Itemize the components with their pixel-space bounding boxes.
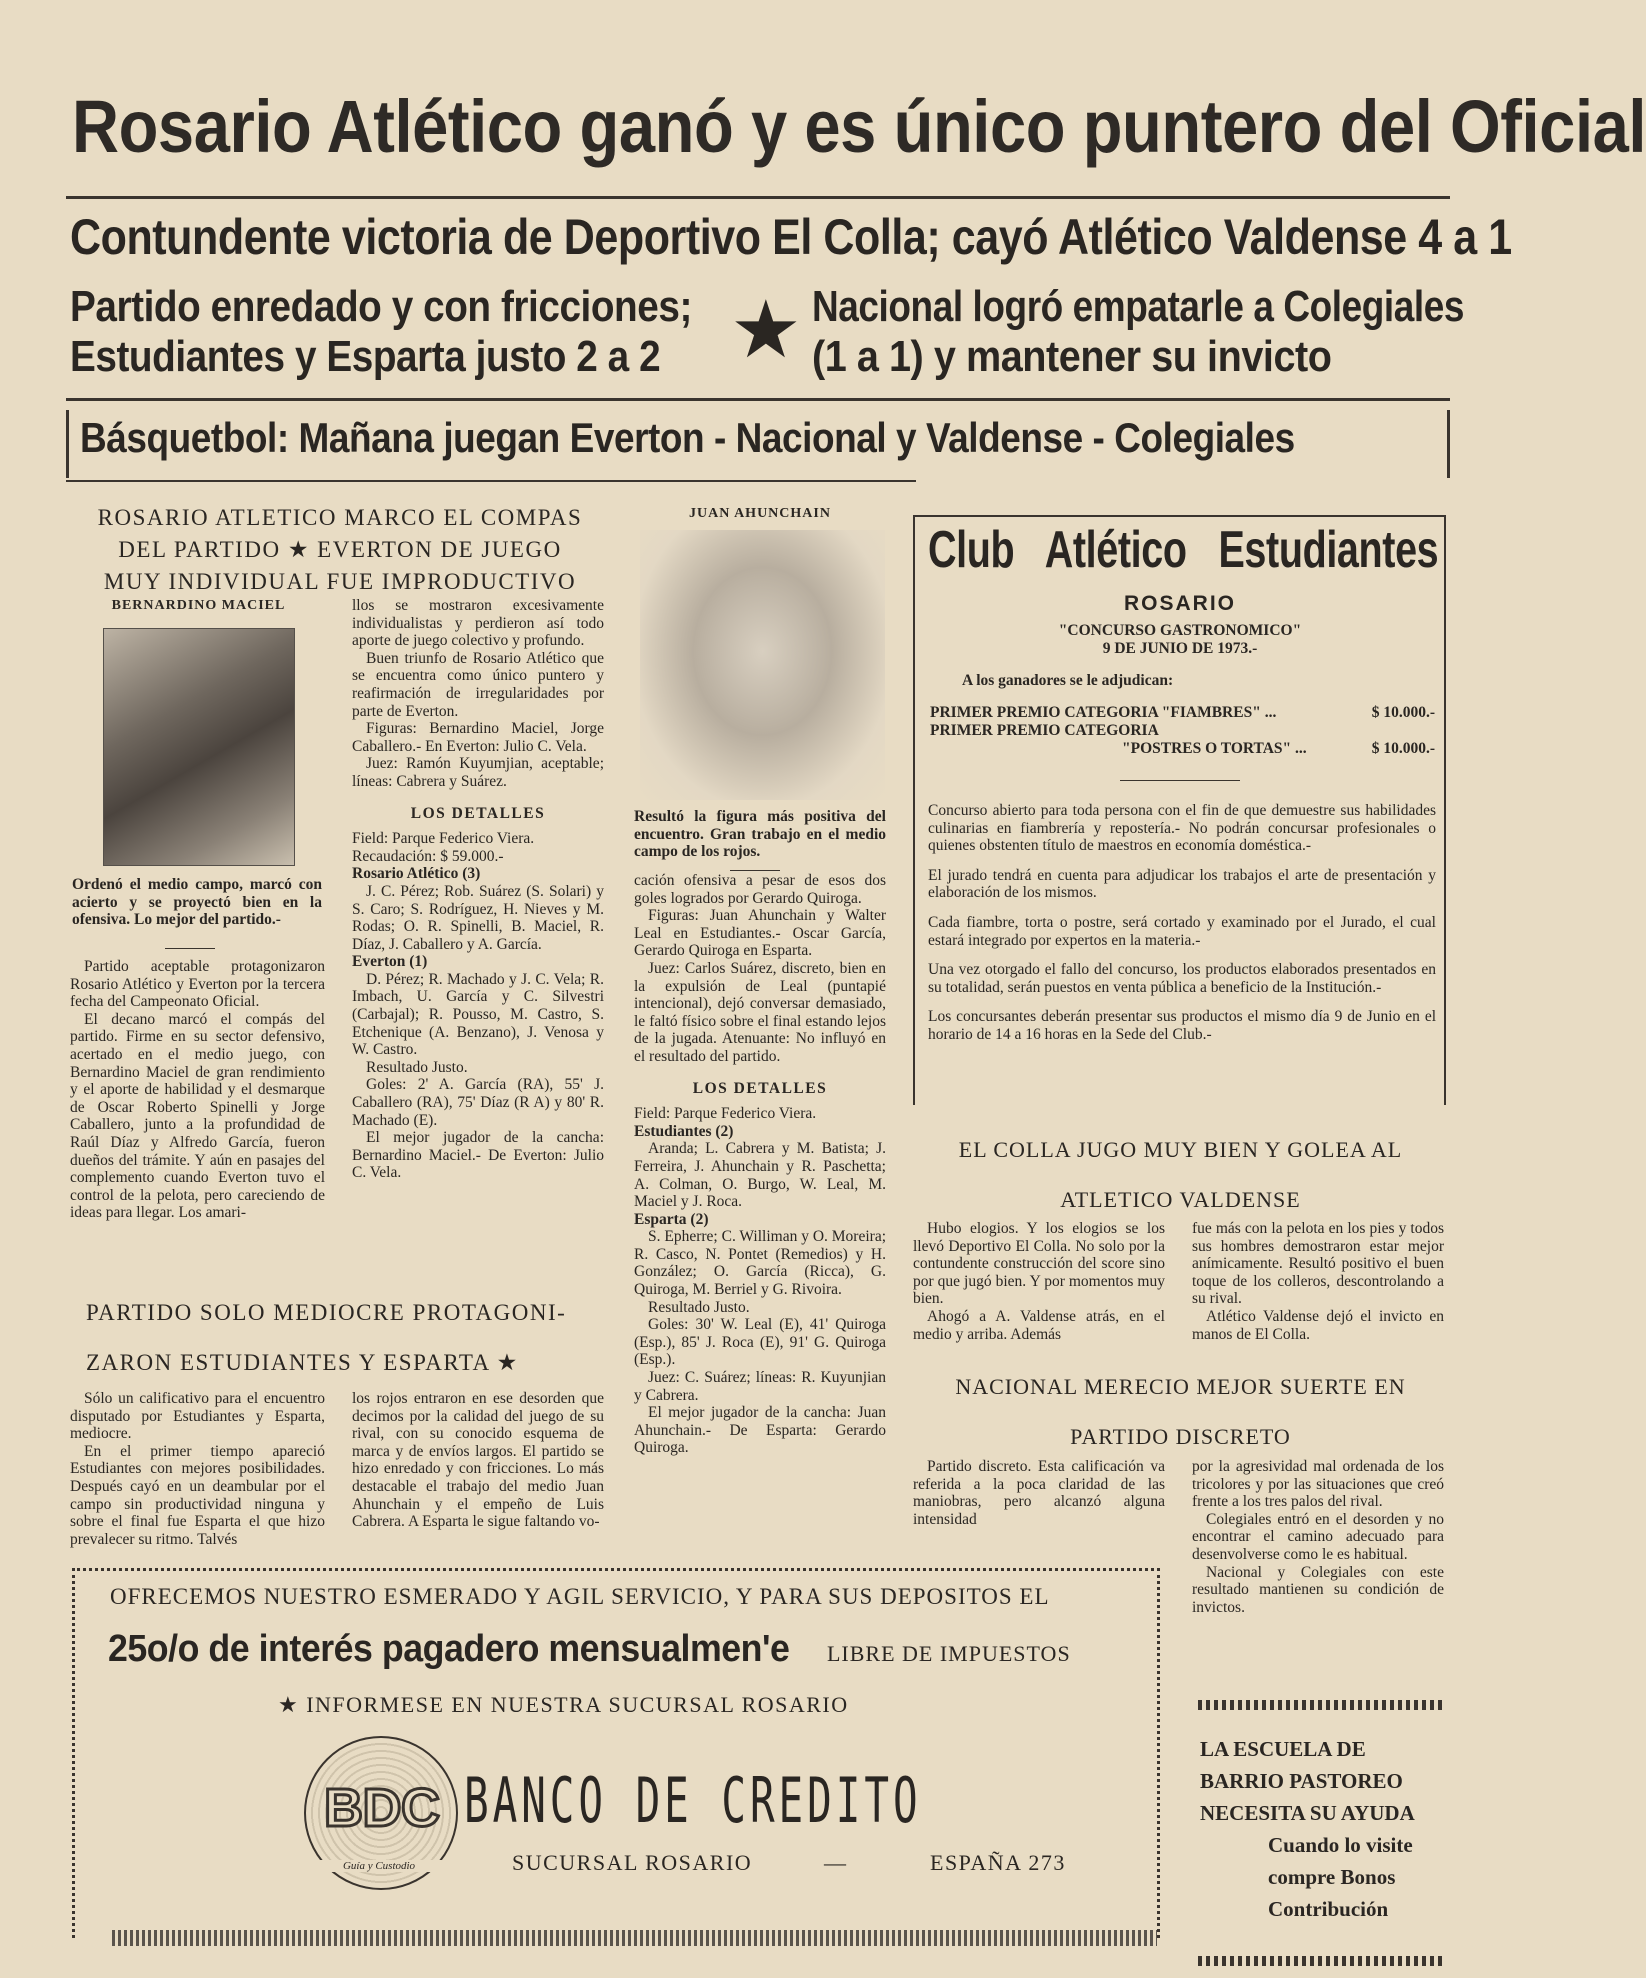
article1-column-1 bbox=[70, 958, 325, 1222]
article4-column-1 bbox=[913, 1220, 1165, 1343]
article3-column-1 bbox=[70, 1390, 325, 1548]
article2-column bbox=[634, 872, 886, 1457]
school-ad-line: NECESITA SU AYUDA bbox=[1200, 1801, 1415, 1825]
article2-paragraph: Figuras: Juan Ahunchain y Walter Leal en Estudiantes.- Oscar García, Gerardo Quiroga en Esparta. bbox=[634, 907, 886, 960]
bank-dash: — bbox=[824, 1850, 847, 1875]
bank-address: ESPAÑA 273 bbox=[930, 1850, 1066, 1875]
article2-paragraph: cación ofensiva a pesar de esos dos goles logrados por Gerardo Quiroga. bbox=[634, 872, 886, 907]
article1-column-2 bbox=[352, 597, 604, 1182]
bank-ad-rate: 25o/o de interés pagadero mensualmen'e bbox=[108, 1628, 790, 1670]
club-paragraph: Una vez otorgado el fallo del concurso, los productos elaborados presentados en su totalidad, serán puestos en venta pública a beneficio de la Institución.- bbox=[928, 961, 1436, 996]
article5-paragraph: Partido discreto. Esta calificación va referida a la poca claridad de las maniobras, pero alcanzó alguna intensidad bbox=[913, 1458, 1165, 1528]
club-title: Club Atlético Estudiantes bbox=[928, 521, 1439, 579]
article1-paragraph: llos se mostraron excesivamente individualistas y perdieron así todo aporte de juego colectivo y profundo. bbox=[352, 597, 604, 650]
school-ad-line: compre Bonos bbox=[1268, 1865, 1396, 1889]
article5-paragraph: por la agresividad mal ordenada de los tricolores y por las situaciones que creó frente a los tres palos del rival. bbox=[1192, 1458, 1444, 1511]
article3-title-line-2: ZARON ESTUDIANTES Y ESPARTA ★ bbox=[86, 1350, 519, 1375]
details-line: Field: Parque Federico Viera. bbox=[634, 1105, 817, 1123]
club-paragraph: Cada fiambre, torta o postre, será cortado y examinado por el Jurado, el cual estará integrado por expertos en la materia.- bbox=[928, 913, 1436, 949]
details-line: Goles: 2' A. García (RA), 55' J. Caballero (RA), 75' Díaz (R A) y 80' R. Machado (E). bbox=[352, 1076, 604, 1129]
prize-1-label: PRIMER PREMIO CATEGORIA "FIAMBRES" ... bbox=[930, 704, 1277, 721]
article4-title-line-2: ATLETICO VALDENSE bbox=[1060, 1187, 1301, 1212]
article3-paragraph: En el primer tiempo apareció Estudiantes con mejores posibilidades. Después cayó en un deambular por el campo sin productividad ninguna y sobre el final fue Esparta el que hizo prevalecer su ritmo. Talvés bbox=[70, 1442, 325, 1548]
school-ad-border-top bbox=[1198, 1700, 1446, 1710]
bank-name: BANCO DE CREDITO bbox=[464, 1764, 922, 1837]
basket-rule-left bbox=[66, 410, 69, 478]
club-paragraph: Los concursantes deberán presentar sus productos el mismo día 9 de Junio en el horario de 14 a 16 horas en la Sede del Club.- bbox=[928, 1008, 1436, 1043]
bank-ad-rate-line bbox=[108, 1628, 1071, 1671]
club-paragraph: Concurso abierto para toda persona con el fin de que demuestre sus habilidades culinarias en fiambrería y repostería.- No podrán concursar profesionales o quienes obstenten título de maestros en economía doméstica.- bbox=[928, 802, 1436, 855]
photo-label-ahunchain: JUAN AHUNCHAIN bbox=[689, 506, 831, 521]
team-name: Esparta (2) bbox=[634, 1210, 709, 1228]
star-icon: ★ bbox=[730, 283, 802, 376]
article3-column-2 bbox=[352, 1390, 604, 1531]
article1-title-line-2: DEL PARTIDO ★ EVERTON DE JUEGO bbox=[118, 537, 562, 562]
article1-paragraph: Partido aceptable protagonizaron Rosario Atlético y Everton por la tercera fecha del Campeonato Oficial. bbox=[70, 958, 325, 1011]
bank-logo-text: BDC bbox=[324, 1778, 440, 1838]
ornament-divider bbox=[1120, 780, 1240, 781]
article4-paragraph: fue más con la pelota en los pies y todos sus hombres demostraron estar mejor anímicamente. Resultó positivo el buen toque de los colleros, descontrolando a su rival. bbox=[1192, 1220, 1444, 1308]
article1-paragraph: El decano marcó el compás del partido. Firme en su sector defensivo, acertado en el medio juego, con Bernardino Maciel de gran rendimiento y el aporte de habilidad y el desmarque de Oscar Roberto Spinelli y Jorge Caballero, junto a la profundidad de Raúl Díaz y Alfredo García, fueron dueños del trámite. Y aún en pasajes del complemento cuando Everton tuvo el control de la pelota, pero careciendo de ideas para llegar. Los amari- bbox=[70, 1010, 325, 1222]
details-line: Goles: 30' W. Leal (E), 41' Quiroga (Esp.), 85' J. Roca (E), 91' G. Quiroga (Esp.). bbox=[634, 1316, 886, 1369]
club-body bbox=[928, 802, 1436, 1044]
club-prize-2 bbox=[930, 722, 1435, 757]
caption-maciel: Ordenó el medio campo, marcó con acierto y se proyectó bien en la ofensiva. Lo mejor del partido.- bbox=[72, 876, 322, 929]
article3-title bbox=[86, 1288, 606, 1388]
article5-paragraph: Colegiales entró en el desorden y no encontrar el camino adecuado para desenvolverse como le es habitual. bbox=[1192, 1510, 1444, 1563]
headline-rule bbox=[66, 196, 1450, 199]
school-ad-line: LA ESCUELA DE bbox=[1200, 1737, 1366, 1761]
details-line: El mejor jugador de la cancha: Bernardino Maciel.- De Everton: Julio C. Vela. bbox=[352, 1129, 604, 1182]
article4-paragraph: Hubo elogios. Y los elogios se los llevó Deportivo El Colla. No solo por la contundente construcción del score sino por que jugó bien. Y por momentos muy bien. bbox=[913, 1220, 1165, 1308]
divider bbox=[730, 870, 780, 871]
club-prize-1 bbox=[930, 704, 1435, 722]
article4-paragraph: Ahogó a A. Valdense atrás, en el medio y arriba. Además bbox=[913, 1307, 1165, 1343]
prize-2-value: $ 10.000.- bbox=[1371, 739, 1435, 757]
school-ad-border-bottom bbox=[1198, 1956, 1446, 1966]
school-ad-line: BARRIO PASTOREO bbox=[1200, 1769, 1403, 1793]
details-line: D. Pérez; R. Machado y J. C. Vela; R. Imbach, U. García y C. Silvestri (Carbajal); R. Pousso, M. Castro, S. Etchenique (A. Benzano), J. Venosa y W. Castro. bbox=[352, 970, 604, 1059]
article1-title bbox=[80, 502, 600, 598]
bank-ad-tax: LIBRE DE IMPUESTOS bbox=[826, 1641, 1071, 1666]
basket-headline: Básquetbol: Mañana juegan Everton - Nacional y Valdense - Colegiales bbox=[80, 414, 1295, 461]
bank-ad-border-right bbox=[1157, 1568, 1160, 1938]
article4-title bbox=[913, 1125, 1448, 1225]
article5-title bbox=[913, 1362, 1448, 1462]
photo-label-maciel: BERNARDINO MACIEL bbox=[111, 598, 286, 613]
caption-ahunchain: Resultó la figura más positiva del encuentro. Gran trabajo en el medio campo de los rojos. bbox=[634, 808, 886, 861]
article1-paragraph: Figuras: Bernardino Maciel, Jorge Caballero.- En Everton: Julio C. Vela. bbox=[352, 720, 604, 755]
basket-rule-top bbox=[66, 398, 1450, 401]
details-line: Aranda; L. Cabrera y M. Batista; J. Ferreira, J. Ahunchain y R. Paschetta; A. Colman, O. Burgo, W. Leal, M. Maciel y J. Roca. bbox=[634, 1140, 886, 1211]
subheadline-2-right-2: (1 a 1) y mantener su invicto bbox=[812, 332, 1332, 381]
team-name: Rosario Atlético (3) bbox=[352, 865, 481, 883]
article5-title-line-2: PARTIDO DISCRETO bbox=[1070, 1424, 1291, 1449]
details-line: Resultado Justo. bbox=[648, 1298, 750, 1316]
article2-paragraph: Juez: Carlos Suárez, discreto, bien en la expulsión de Leal (puntapié intencional), dejó conversar demasiado, le faltó físico sobre el final estando lejos de la jugada. Atenuante: No influyó en el resultado del partido. bbox=[634, 959, 886, 1065]
details-line: Juez: C. Suárez; líneas: R. Kuyunjian y Cabrera. bbox=[634, 1369, 886, 1404]
article1-paragraph: Buen triunfo de Rosario Atlético que se encuentra como único puntero y reafirmación de irregularidades por parte de Everton. bbox=[352, 649, 604, 720]
article4-column-2 bbox=[1192, 1220, 1444, 1343]
bank-ad-border-bottom bbox=[112, 1930, 1157, 1946]
article1-title-line-3: MUY INDIVIDUAL FUE IMPRODUCTIVO bbox=[103, 569, 577, 594]
details-line: Recaudación: $ 59.000.- bbox=[352, 847, 504, 865]
photo-bernardino-maciel bbox=[103, 628, 295, 866]
school-ad bbox=[1200, 1733, 1450, 1925]
article3-title-line-1: PARTIDO SOLO MEDIOCRE PROTAGONI- bbox=[86, 1300, 567, 1325]
club-paragraph: El jurado tendrá en cuenta para adjudicar los trabajos el arte de presentación y elaboración de los mismos. bbox=[928, 866, 1436, 902]
club-date: 9 DE JUNIO DE 1973.- bbox=[1102, 640, 1258, 657]
basket-rule-right bbox=[1447, 410, 1450, 478]
bank-logo-sub: Guía y Custodio bbox=[312, 1860, 446, 1872]
details-line: El mejor jugador de la cancha: Juan Ahunchain.- De Esparta: Gerardo Quiroga. bbox=[634, 1404, 886, 1457]
school-ad-line: Cuando lo visite bbox=[1268, 1833, 1413, 1857]
subheadline-2-left-2: Estudiantes y Esparta justo 2 a 2 bbox=[70, 332, 661, 381]
prize-2-label: PRIMER PREMIO CATEGORIA bbox=[930, 722, 1159, 739]
article4-paragraph: Atlético Valdense dejó el invicto en manos de El Colla. bbox=[1192, 1307, 1444, 1343]
details-line: S. Epherre; C. Williman y O. Moreira; R. Casco, N. Pontet (Remedios) y H. González; O. García (Ricca), G. Quiroga, M. Berriel y G. Rivoira. bbox=[634, 1228, 887, 1299]
bank-ad bbox=[72, 1568, 1160, 1958]
details-line: J. C. Pérez; Rob. Suárez (S. Solari) y S. Caro; S. Rodríguez, H. Nieves y M. Rodas; O. R. Spinelli, B. Maciel, R. Díaz, J. Caballero y A. García. bbox=[352, 882, 604, 953]
article5-paragraph: Nacional y Colegiales con este resultado mantienen su condición de invictos. bbox=[1192, 1563, 1444, 1616]
article1-title-line-1: ROSARIO ATLETICO MARCO EL COMPAS bbox=[97, 505, 583, 530]
details-title: LOS DETALLES bbox=[692, 1079, 828, 1097]
bank-ad-border-top bbox=[72, 1568, 1160, 1571]
team-name: Estudiantes (2) bbox=[634, 1122, 734, 1140]
bank-branch: SUCURSAL ROSARIO bbox=[512, 1850, 753, 1875]
club-awards-intro: A los ganadores se le adjudican: bbox=[962, 672, 1174, 689]
divider bbox=[165, 948, 215, 949]
article3-paragraph: Sólo un calificativo para el encuentro disputado por Estudiantes y Esparta, mediocre. bbox=[70, 1390, 325, 1443]
bank-ad-border-left bbox=[72, 1568, 75, 1938]
club-contest: "CONCURSO GASTRONOMICO" bbox=[1058, 622, 1302, 639]
article5-column-2 bbox=[1192, 1458, 1444, 1616]
prize-1-value: $ 10.000.- bbox=[1371, 704, 1435, 721]
details-line: Resultado Justo. bbox=[366, 1058, 468, 1076]
main-headline: Rosario Atlético ganó y es único puntero del Oficial bbox=[72, 85, 1646, 168]
subheadline-2-left-1: Partido enredado y con fricciones; bbox=[70, 282, 692, 331]
bank-ad-line-1: OFRECEMOS NUESTRO ESMERADO Y AGIL SERVICIO, Y PARA SUS DEPOSITOS EL bbox=[110, 1584, 1050, 1609]
photo-juan-ahunchain bbox=[640, 530, 885, 800]
bank-ad-info: ★ INFORMESE EN NUESTRA SUCURSAL ROSARIO bbox=[278, 1692, 849, 1717]
club-city: ROSARIO bbox=[1123, 592, 1236, 615]
article4-title-line-1: EL COLLA JUGO MUY BIEN Y GOLEA AL bbox=[958, 1137, 1403, 1162]
article1-paragraph: Juez: Ramón Kuyumjian, aceptable; líneas: Cabrera y Suárez. bbox=[352, 755, 604, 790]
details-title: LOS DETALLES bbox=[410, 804, 546, 822]
details-line: Field: Parque Federico Viera. bbox=[352, 830, 535, 848]
club-box-top bbox=[913, 515, 1446, 517]
subheadline-2-right-1: Nacional logró empatarle a Colegiales bbox=[812, 282, 1465, 331]
school-ad-line: Contribución bbox=[1268, 1897, 1389, 1921]
article5-title-line-1: NACIONAL MERECIO MEJOR SUERTE EN bbox=[955, 1374, 1406, 1399]
article3-paragraph: los rojos entraron en ese desorden que decimos por la calidad del juego de su rival, con su conocido esquema de marca y de envíos largos. El partido se hizo enredado y con fricciones. Lo más destacable el trabajo del medio Juan Ahunchain y el empeño de Luis Cabrera. A Esparta le sigue faltando vo- bbox=[352, 1390, 604, 1531]
basket-rule-bottom bbox=[66, 480, 916, 482]
prize-2-label: "POSTRES O TORTAS" ... bbox=[1122, 739, 1307, 757]
subheadline-1: Contundente victoria de Deportivo El Colla; cayó Atlético Valdense 4 a 1 bbox=[70, 209, 1512, 265]
team-name: Everton (1) bbox=[352, 953, 428, 971]
article5-column-1 bbox=[913, 1458, 1165, 1528]
